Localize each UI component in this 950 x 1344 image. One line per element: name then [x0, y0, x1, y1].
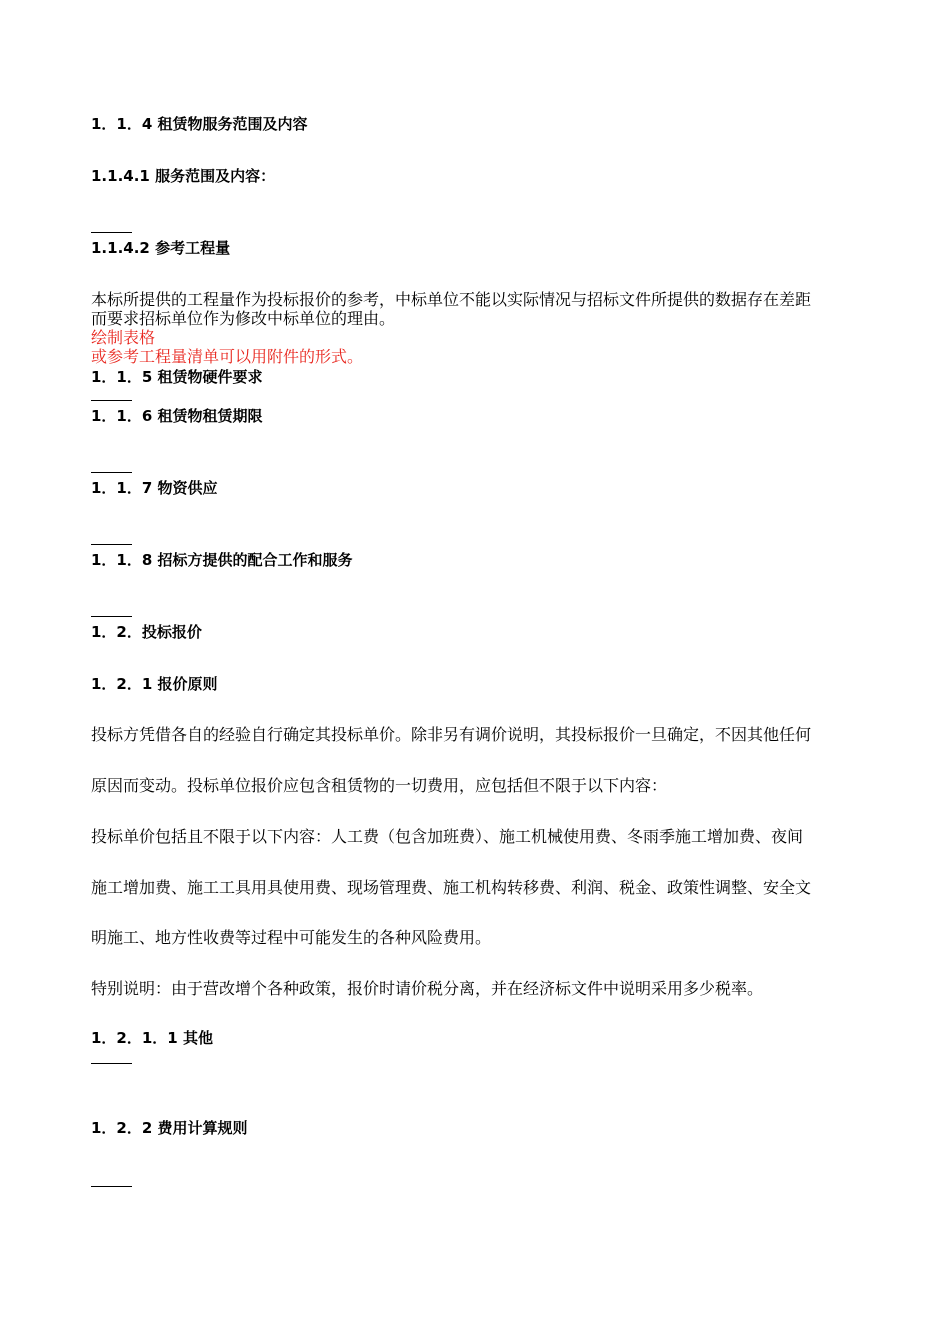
blank-underline — [91, 1186, 132, 1187]
red-note-line-1: 绘制表格 — [91, 328, 156, 347]
price-content-line-3: 明施工、地方性收费等过程中可能发生的各种风险费用。 — [91, 928, 492, 947]
heading-1-1-4: 1．1．4 租赁物服务范围及内容 — [91, 115, 308, 133]
blank-underline — [91, 616, 132, 617]
red-note-line-2: 或参考工程量清单可以用附件的形式。 — [91, 347, 364, 366]
heading-1-2-2: 1．2．2 费用计算规则 — [91, 1119, 248, 1137]
blank-underline — [91, 472, 132, 473]
price-content-line-2: 施工增加费、施工工具用具使用费、现场管理费、施工机构转移费、利润、税金、政策性调整、安全文 — [91, 878, 812, 897]
heading-1-1-6: 1．1．6 租赁物租赁期限 — [91, 407, 263, 425]
heading-1-2-1-1: 1．2．1．1 其他 — [91, 1029, 213, 1047]
heading-1-1-5: 1．1．5 租赁物硬件要求 — [91, 368, 263, 386]
principle-line-2: 原因而变动。投标单位报价应包含租赁物的一切费用，应包括但不限于以下内容： — [91, 776, 668, 795]
special-note: 特别说明：由于营改增个各种政策，报价时请价税分离，并在经济标文件中说明采用多少税率。 — [91, 979, 764, 998]
blank-underline — [91, 1063, 132, 1064]
price-content-line-1: 投标单价包括且不限于以下内容：人工费（包含加班费）、施工机械使用费、冬雨季施工增加费、夜间 — [91, 827, 804, 846]
principle-line-1: 投标方凭借各自的经验自行确定其投标单价。除非另有调价说明，其投标报价一旦确定，不因其他任何 — [91, 725, 812, 744]
heading-1-1-4-2: 1.1.4.2 参考工程量 — [91, 239, 231, 257]
heading-1-2: 1．2．投标报价 — [91, 623, 202, 641]
heading-1-2-1: 1．2．1 报价原则 — [91, 675, 218, 693]
heading-1-1-7: 1．1．7 物资供应 — [91, 479, 218, 497]
blank-underline — [91, 400, 132, 401]
heading-1-1-4-1: 1.1.4.1 服务范围及内容： — [91, 167, 276, 185]
heading-1-1-8: 1．1．8 招标方提供的配合工作和服务 — [91, 551, 353, 569]
blank-underline — [91, 232, 132, 233]
reference-paragraph-line-1: 本标所提供的工程量作为投标报价的参考，中标单位不能以实际情况与招标文件所提供的数据存在差距 — [91, 290, 812, 309]
blank-underline — [91, 544, 132, 545]
reference-paragraph-line-2: 而要求招标单位作为修改中标单位的理由。 — [91, 309, 396, 328]
